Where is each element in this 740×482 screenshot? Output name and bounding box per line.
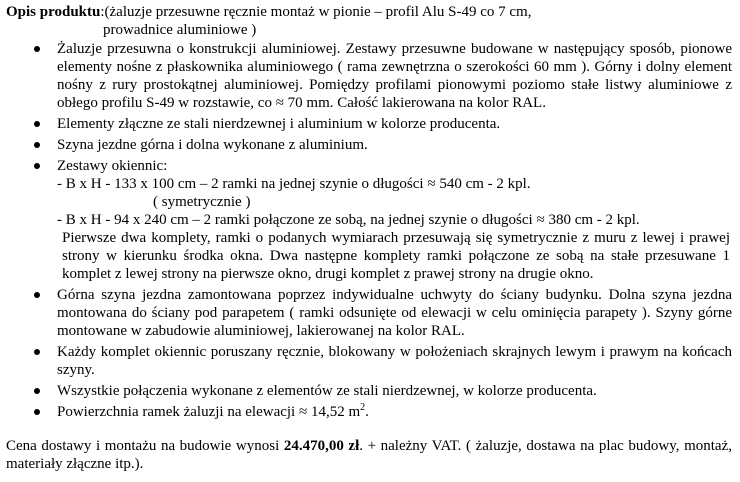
section-title: Opis produktu <box>6 4 101 20</box>
list-item-text: Żaluzje przesuwna o konstrukcji aluminiowej. Zestawy przesuwne budowane w następujący sposób, pionowe elementy nośne z płaskownika aluminiowego ( rama zewnętrzna o szerokości 60 mm ). Górny i dolny element nośny z rury prostokątnej aluminiowej. Pomiędzy profilami pionowymi poziomo stałe listwy aluminiowe z obłego profilu S-49 w rozstawie, co ≈ 70 mm. Całość lakierowana na kolor RAL. <box>57 41 732 111</box>
description-list <box>0 40 740 424</box>
set-description: Pierwsze dwa komplety, ramki o podanych wymiarach przesuwają się symetrycznie z muru z lewej i prawej strony w kierunku środka okna. Dwa następne komplety ramki połączone ze sobą na stałe przesuwane 1 komplet z lewej strony na pierwsze okno, drugi komplet z prawej strony na drugie okno. <box>62 230 730 282</box>
price-suffix: . + należny VAT. ( żaluzje, dostawa na plac budowy, montaż, materiały złączne itp.). <box>6 438 732 472</box>
price-value: 24.470,00 zł <box>283 438 360 454</box>
list-item <box>0 286 740 340</box>
list-item-text: Każdy komplet okiennic poruszany ręcznie, blokowany w położeniach skrajnych lewym i prawym na końcach szyny. <box>57 344 732 378</box>
header-line-1: :(żaluzje przesuwne ręcznie montaż w pionie – profil Alu S-49 co 7 cm, <box>100 4 532 20</box>
list-item <box>0 403 740 421</box>
list-item-text: Powierzchnia ramek żaluzji na elewacji ≈ 14,52 m <box>57 404 361 420</box>
set-line-2: ( symetrycznie ) <box>153 194 251 210</box>
list-item <box>0 157 740 283</box>
list-item-heading: Zestawy okiennic: <box>57 158 168 174</box>
header-line-2: prowadnice aluminiowe ) <box>103 22 257 38</box>
superscript: 2 <box>360 402 366 413</box>
set-line-1: - B x H - 133 x 100 cm – 2 ramki na jednej szynie o długości ≈ 540 cm - 2 kpl. <box>57 176 531 192</box>
list-item <box>0 343 740 379</box>
list-item-text: Wszystkie połączenia wykonane z elementów ze stali nierdzewnej, w kolorze producenta. <box>57 383 597 399</box>
list-item <box>0 136 740 154</box>
list-item-text: Elementy złączne ze stali nierdzewnej i aluminium w kolorze producenta. <box>57 116 501 132</box>
list-item <box>0 115 740 133</box>
product-description-header <box>6 3 736 39</box>
set-line-3: - B x H - 94 x 240 cm – 2 ramki połączone ze sobą, na jednej szynie o długości ≈ 380 cm - 2 kpl. <box>57 212 640 228</box>
list-item-text: Górna szyna jezdna zamontowana poprzez indywidualne uchwyty do ściany budynku. Dolna szyna jezdna montowana do ściany pod parapetem ( ramki odsunięte od elewacji w celu ominięcia parapety ). Szyny górne montowane w zabudowie aluminiowej, lakierowanej na kolor RAL. <box>57 287 732 339</box>
price-paragraph <box>6 437 732 473</box>
price-prefix: Cena dostawy i montażu na budowie wynosi <box>6 438 284 454</box>
list-item-text: Szyna jezdne górna i dolna wykonane z aluminium. <box>57 137 368 153</box>
list-item <box>0 382 740 400</box>
list-item <box>0 40 740 112</box>
list-item-end: . <box>365 404 369 420</box>
